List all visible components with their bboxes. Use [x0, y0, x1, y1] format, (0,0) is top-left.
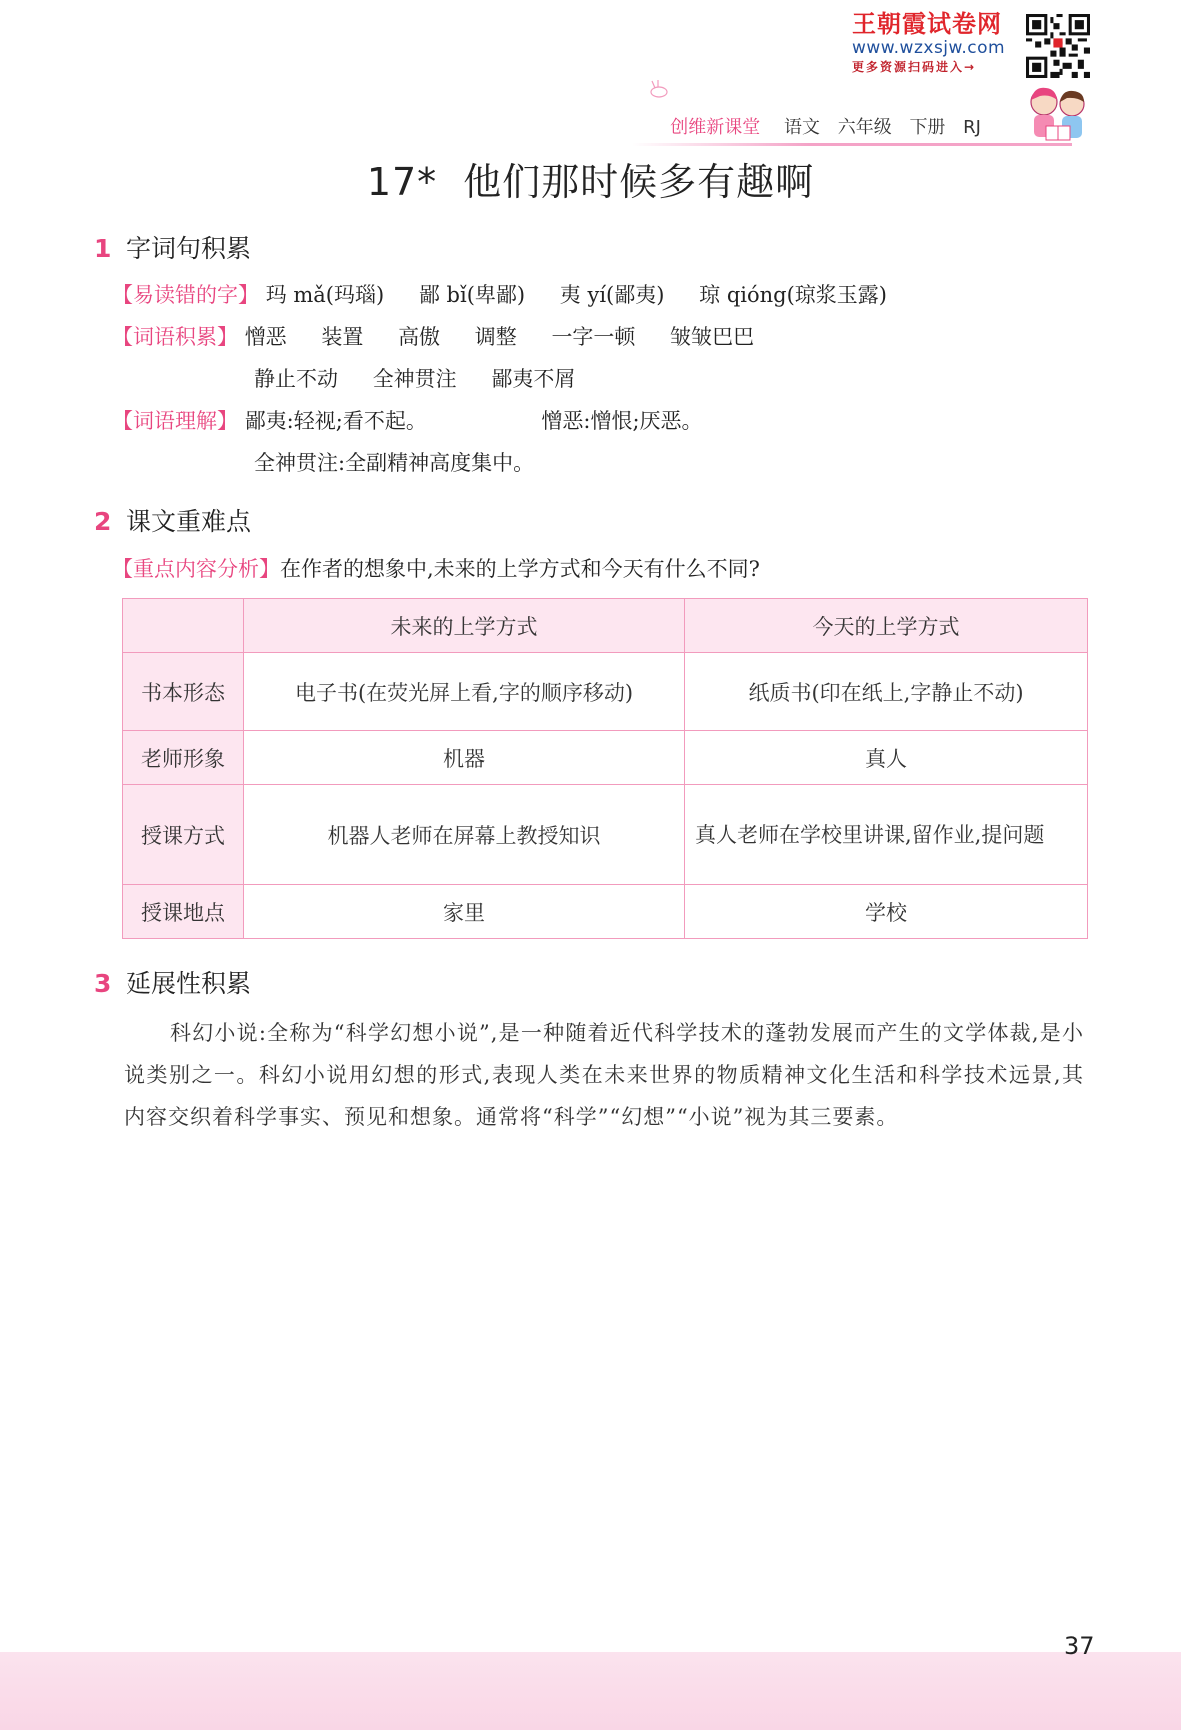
table-cell: 家里 — [244, 885, 685, 939]
table-cell: 学校 — [685, 885, 1088, 939]
section-number: 2 — [94, 507, 112, 536]
section-3-heading — [94, 967, 251, 1001]
pron-item: 琼 qióng(琼浆玉露) — [699, 283, 887, 307]
meaning-item: 鄙夷:轻视;看不起。 — [244, 409, 427, 433]
table-cell: 真人老师在学校里讲课,留作业,提问题 — [685, 785, 1088, 885]
meaning-tag: 【词语理解】 — [112, 409, 238, 433]
pron-item: 玛 mǎ(玛瑙) — [265, 283, 385, 307]
table-row — [123, 885, 1088, 939]
qr-code-icon[interactable] — [1026, 14, 1090, 78]
vocab-item: 装置 — [321, 325, 364, 349]
vocab-item: 憎恶 — [244, 325, 287, 349]
row-label: 授课方式 — [123, 785, 244, 885]
brand-tagline: 更多资源扫码进入→ — [852, 60, 977, 74]
brand-logo — [852, 10, 1022, 75]
table-cell: 纸质书(印在纸上,字静止不动) — [685, 653, 1088, 731]
section-1-heading — [94, 232, 251, 266]
analysis-row — [112, 554, 760, 584]
meaning-item: 憎恶:憎恨;厌恶。 — [541, 409, 703, 433]
series-name: 创维新课堂 — [670, 117, 761, 138]
column-header: 未来的上学方式 — [244, 599, 685, 653]
vocab-item: 皱皱巴巴 — [670, 325, 755, 349]
section-title: 延展性积累 — [126, 969, 252, 998]
lesson-title: 他们那时候多有趣啊 — [463, 160, 815, 204]
pronunciation-tag: 【易读错的字】 — [112, 283, 259, 307]
header-divider — [632, 143, 1072, 146]
table-row — [123, 731, 1088, 785]
vocab-item: 静止不动 — [254, 367, 338, 391]
page-title — [0, 158, 1181, 206]
vocabulary-row-1 — [112, 322, 754, 352]
table-cell: 机器 — [244, 731, 685, 785]
cartoon-kids-icon — [1022, 80, 1094, 150]
meaning-row-1 — [112, 406, 703, 436]
volume: 下册 — [909, 117, 946, 138]
brand-name: 王朝霞试卷网 — [852, 10, 1002, 38]
brand-url[interactable]: www.wzxsjw.com — [852, 38, 1006, 58]
edition: RJ — [963, 117, 981, 138]
table-cell: 电子书(在荧光屏上看,字的顺序移动) — [244, 653, 685, 731]
lesson-number: 17* — [366, 160, 438, 204]
section-title: 字词句积累 — [126, 234, 252, 263]
section-2-heading — [94, 505, 251, 539]
vocab-item: 全神贯注 — [372, 367, 457, 391]
bunny-icon — [646, 80, 672, 98]
row-label: 授课地点 — [123, 885, 244, 939]
row-label: 老师形象 — [123, 731, 244, 785]
table-row — [123, 785, 1088, 885]
section-number: 1 — [94, 234, 112, 263]
grade: 六年级 — [837, 117, 892, 138]
vocabulary-row-2 — [254, 364, 575, 394]
table-cell: 真人 — [685, 731, 1088, 785]
pron-item: 鄙 bǐ(卑鄙) — [418, 283, 526, 307]
meaning-row-2 — [254, 448, 534, 478]
vocab-item: 一字一顿 — [551, 325, 636, 349]
comparison-table — [122, 598, 1088, 939]
section-number: 3 — [94, 969, 112, 998]
table-cell: 机器人老师在屏幕上教授知识 — [244, 785, 685, 885]
analysis-tag: 【重点内容分析】 — [112, 557, 280, 581]
footer-band — [0, 1652, 1181, 1730]
extension-paragraph: 科幻小说:全称为“科学幻想小说”,是一种随着近代科学技术的蓬勃发展而产生的文学体裁,是小说类别之一。科幻小说用幻想的形式,表现人类在未来世界的物质精神文化生活和科学技术远景,其内容交织着科学事实、预见和想象。通常将“科学”“幻想”“小说”视为其三要素。 — [124, 1021, 1084, 1129]
vocabulary-tag: 【词语积累】 — [112, 325, 238, 349]
table-header-row — [123, 599, 1088, 653]
table-corner-cell — [123, 599, 244, 653]
page-number: 37 — [1064, 1632, 1095, 1660]
vocab-item: 鄙夷不屑 — [491, 367, 576, 391]
pronunciation-row — [112, 280, 887, 310]
column-header: 今天的上学方式 — [685, 599, 1088, 653]
analysis-question: 在作者的想象中,未来的上学方式和今天有什么不同? — [280, 557, 760, 581]
table-row — [123, 653, 1088, 731]
meaning-item: 全神贯注:全副精神高度集中。 — [254, 451, 535, 475]
subject: 语文 — [783, 117, 820, 138]
vocab-item: 高傲 — [398, 325, 441, 349]
vocab-item: 调整 — [474, 325, 517, 349]
row-label: 书本形态 — [123, 653, 244, 731]
book-info — [670, 116, 993, 140]
pron-item: 夷 yí(鄙夷) — [559, 283, 665, 307]
section-title: 课文重难点 — [126, 507, 252, 536]
